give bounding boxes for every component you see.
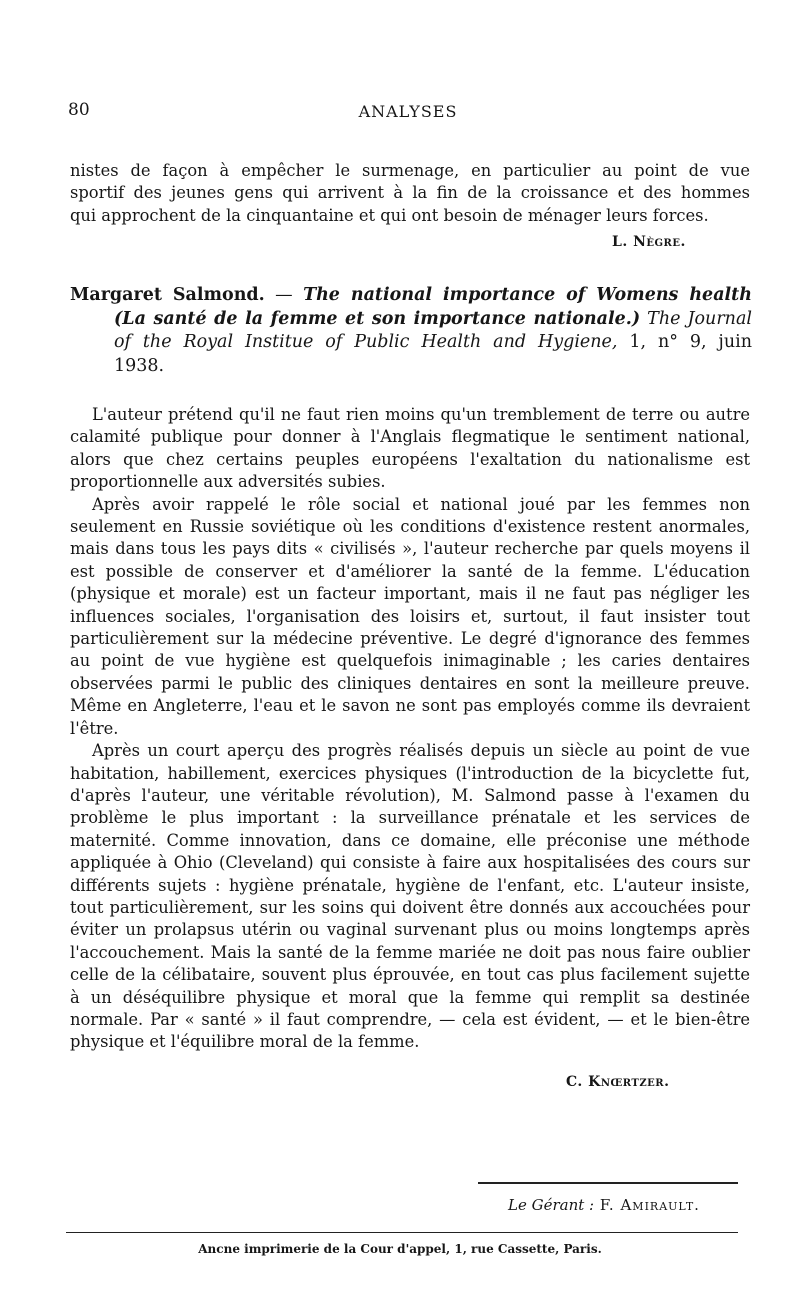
prev-line-2: sportif des jeunes gens qui arrivent à la fin de la croissance et des hommes: [70, 183, 750, 203]
article-title-fr: (La santé de la femme et son importance nationale.): [114, 308, 641, 329]
paragraph-3: Après un court aperçu des progrès réalisés depuis un siècle au point de vue habitation, habillement, exercices physiques (l'introduction de la bicyclette fut, d'après l'auteur, une véritable révolution), M. Salmond passe à l'examen du problème le plus important : la surveillance prénatale et les services de maternité. Comme innovation, dans ce domaine, elle préconise une méthode appliquée à Ohio (Cleveland) qui consiste à faire aux hospitalisées des cours sur différents sujets : hygiène prénatale, hygiène de l'enfant, etc. L'auteur insiste, tout particulièrement, sur les soins qui doivent être donnés aux accouchées pour éviter un prolapsus utérin ou vaginal survenant plus ou moins longtemps après l'accouchement. Mais la santé de la femme mariée ne doit pas nous faire oublier celle de la célibataire, souvent plus éprouvée, en tout cas plus facilement sujette à un déséquilibre physique et moral que la femme qui remplit sa destinée normale. Par « santé » il faut comprendre, — cela est évident, — et le bien-être physique et l'équilibre moral de la femme.: [70, 741, 750, 1052]
prev-line-1: nistes de façon à empêcher le surmenage, en particulier au point de vue: [70, 161, 750, 180]
footer-rule: [66, 1232, 738, 1233]
gerant-rule: [478, 1182, 738, 1184]
citation-dash: —: [264, 285, 304, 305]
paragraph-1: L'auteur prétend qu'il ne faut rien moins qu'un tremblement de terre ou autre calamité publique pour donner à l'Anglais flegmatique le sentiment national, alors que chez certains peuples européens l'exaltation du nationalisme est proportionnelle aux adversités subies.: [70, 405, 750, 492]
previous-article-signature: L. Nègre.: [612, 234, 686, 250]
gerant-name: F. Amirault.: [594, 1196, 700, 1214]
article-author: Margaret Salmond.: [70, 285, 265, 305]
article-signature: C. Knœrtzer.: [566, 1074, 670, 1090]
page-number: 80: [68, 100, 90, 120]
journal-year: 1938.: [114, 355, 165, 376]
prev-line-3: qui approchent de la cinquantaine et qui ont besoin de ménager leurs forces.: [70, 205, 709, 225]
previous-article-continuation: [70, 160, 750, 227]
gerant-label: Le Gérant :: [508, 1196, 595, 1214]
journal-name-end: of the Royal Institue of Public Health and Hygiene,: [114, 332, 618, 352]
journal-volume: 1, n° 9, juin: [617, 332, 752, 352]
gerant-line: [508, 1196, 700, 1214]
paragraph-2: Après avoir rappelé le rôle social et national joué par les femmes non seulement en Russie soviétique où les conditions d'existence restent anormales, mais dans tous les pays dits « civilisés », l'auteur recherche par quels moyens il est possible de conserver et d'améliorer la santé de la femme. L'éducation (physique et morale) est un facteur important, mais il ne faut pas négliger les influences sociales, l'organisation des loisirs et, surtout, il faut insister tout particulièrement sur la médecine préventive. Le degré d'ignorance des femmes au point de vue hygiène est quelquefois inimaginable ; les caries dentaires observées parmi le public des cliniques dentaires en sont la meilleure preuve. Même en Angleterre, l'eau et le savon ne sont pas employés comme ils devraient l'être.: [70, 494, 750, 738]
article-title-en: The national importance of Womens health: [303, 285, 752, 305]
printer-imprint: Ancne imprimerie de la Cour d'appel, 1, rue Cassette, Paris.: [198, 1242, 602, 1256]
running-header: [68, 100, 748, 130]
journal-name-start: The Journal: [640, 308, 752, 329]
article-body: [70, 404, 750, 1054]
article-citation: [70, 284, 752, 378]
running-title: ANALYSES: [358, 102, 458, 121]
